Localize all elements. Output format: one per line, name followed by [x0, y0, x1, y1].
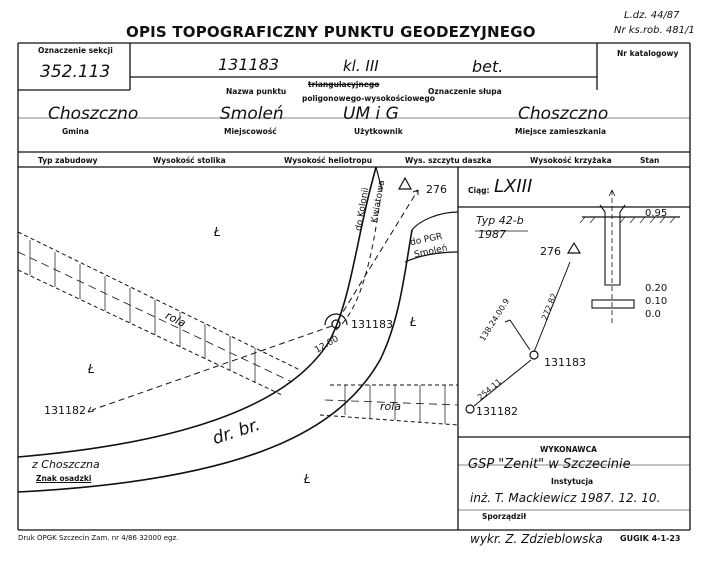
point-name-label: Nazwa punktu [226, 87, 287, 96]
road-label: dr. br. [210, 414, 263, 450]
map-label-131182: 131182 [44, 404, 86, 417]
footer-print-info: Druk OPGK Szczecin Zam. nr 4/86 32000 egz. [18, 534, 179, 542]
depth-095: 0.95 [645, 208, 668, 219]
depth-00: 0.0 [645, 309, 661, 320]
wykonawca-value: GSP "Zenit" w Szczecinie [468, 457, 631, 472]
sketch-276-triangle [568, 243, 580, 253]
gmina-value: Choszczno [48, 104, 139, 124]
field-label-rola-lower: rola [380, 400, 402, 413]
from-town-label: z Choszczna [32, 458, 100, 471]
network-type-line2: poligonowego-wysokościowego [302, 94, 435, 103]
work-book-number: Nr ks.rob. 481/1 [614, 25, 695, 36]
zamieszkanie-label: Miejsce zamieszkania [515, 127, 607, 136]
post-label: Oznaczenie słupa [428, 87, 502, 96]
point-class-value: kl. III [343, 57, 379, 75]
wys-heliotropu-label: Wysokość heliotropu [284, 156, 373, 165]
typ-zabudowy-label: Typ zabudowy [38, 156, 98, 165]
kolonia-label-1: do Kolonii [354, 186, 372, 232]
stan-label: Stan [640, 156, 660, 165]
wys-stolika-label: Wysokość stolika [153, 156, 226, 165]
section-value: 352.113 [40, 62, 111, 82]
wys-daszka-label: Wys. szczytu daszka [405, 156, 492, 165]
zamieszkanie-value: Choszczno [518, 104, 609, 124]
pgr-label-2: Smoleń [413, 243, 449, 261]
footer-drawn-by: wykr. Z. Zdzieblowska [470, 532, 603, 546]
sketch-angle: 138.24.00.9 [478, 296, 512, 343]
sketch-131182-marker [466, 405, 474, 413]
gmina-label: Gmina [62, 127, 89, 136]
land-symbol-4: Ł [304, 472, 311, 486]
depth-020: 0.20 [645, 283, 668, 294]
sketch-label-131183: 131183 [544, 356, 586, 369]
map-label-131183: 131183 [351, 318, 393, 331]
sketch-label-276: 276 [540, 245, 561, 258]
znak-label: Znak osadzki [36, 474, 92, 483]
post-value: bet. [472, 57, 504, 76]
ref-number: L.dz. 44/87 [624, 10, 680, 21]
pgr-label-1: do PGR [409, 231, 444, 249]
footer-form-code: GUGIK 4-1-23 [620, 534, 681, 543]
uzytkownik-label: Użytkownik [354, 127, 403, 136]
sketch-dist-272: 272.82 [540, 292, 559, 322]
wykonawca-label: WYKONAWCA [540, 445, 597, 454]
sketch-label-131182: 131182 [476, 405, 518, 418]
miejscowosc-value: Smoleń [220, 104, 284, 124]
ciag-value: LXIII [494, 176, 533, 197]
page-title: OPIS TOPOGRAFICZNY PUNKTU GEODEZYJNEGO [126, 23, 536, 41]
land-symbol-1: Ł [214, 225, 221, 239]
point-name-value: 131183 [218, 55, 280, 74]
ciag-label: Ciąg: [468, 186, 490, 195]
sketch-typ: Typ 42-b [476, 214, 524, 227]
sketch-dist-254: 254.11 [476, 377, 504, 402]
distance-12: 12.00 [313, 334, 341, 356]
section-label: Oznaczenie sekcji [38, 46, 113, 55]
sporzadzil-value: inż. T. Mackiewicz 1987. 12. 10. [470, 491, 661, 505]
uzytkownik-value: UM i G [343, 104, 399, 124]
sporzadzil-label: Sporządził [482, 512, 527, 521]
map-label-276: 276 [426, 183, 447, 196]
depth-010: 0.10 [645, 296, 668, 307]
land-symbol-2: Ł [410, 315, 417, 329]
network-type-strike: triangulacyjnego [308, 80, 380, 89]
land-symbol-3: Ł [88, 362, 95, 376]
catalog-label: Nr katalogowy [617, 49, 679, 58]
instytucja-label: Instytucja [551, 477, 594, 486]
sketch-year: 1987 [478, 228, 506, 241]
kolonia-label-2: Kwiatowa [370, 179, 388, 224]
field-label-rola-upper: rola [163, 309, 188, 330]
sketch-131183-marker [530, 351, 538, 359]
wys-krzyzaka-label: Wysokość krzyżaka [530, 156, 612, 165]
miejscowosc-label: Miejscowość [224, 127, 277, 136]
